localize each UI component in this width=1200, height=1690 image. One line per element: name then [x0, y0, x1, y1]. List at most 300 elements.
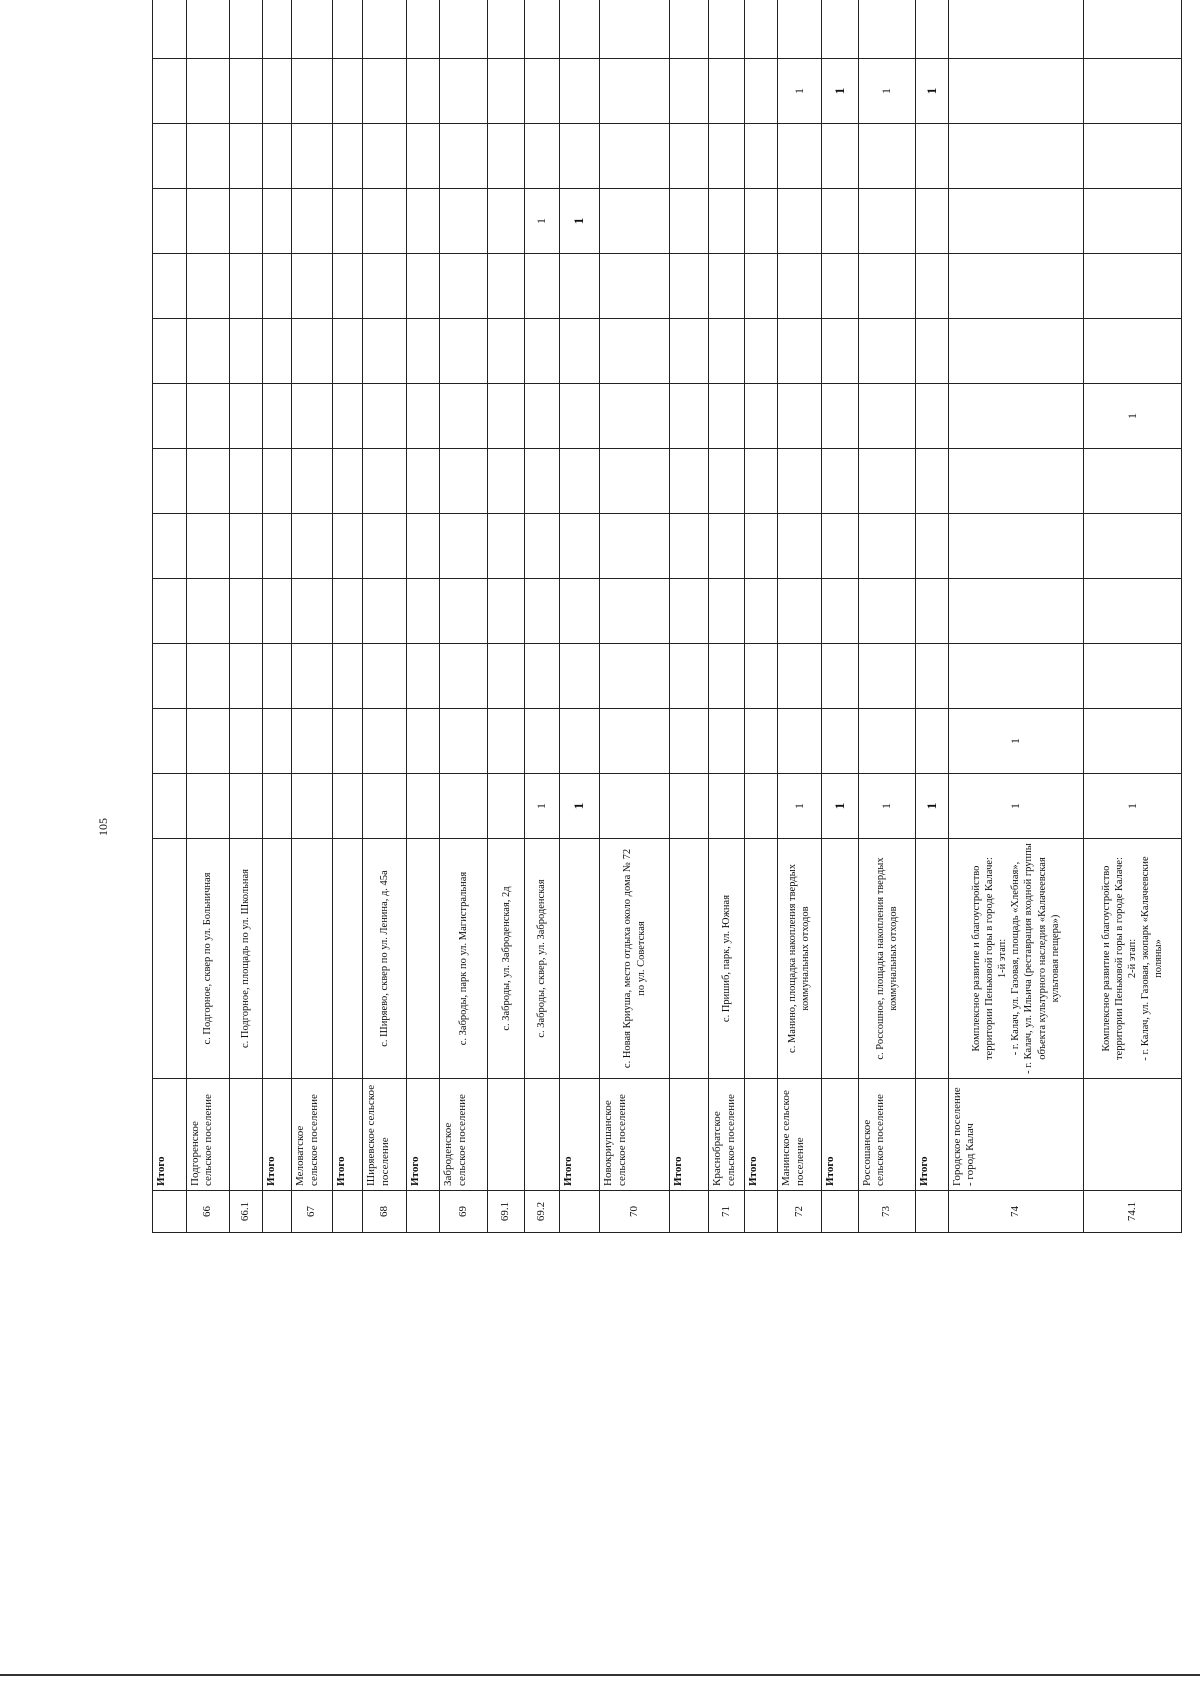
- value-cell: [153, 514, 187, 579]
- total-label-cell: Итого: [262, 1079, 291, 1191]
- table-row: [858, 0, 915, 1233]
- value-cell: [262, 0, 291, 59]
- value-cell: [670, 59, 709, 124]
- value-cell: [948, 124, 1084, 189]
- total-label-cell: Итого: [559, 1079, 599, 1191]
- value-cell: [525, 384, 560, 449]
- total-label-cell: Итого: [670, 1079, 709, 1191]
- value-cell: [262, 319, 291, 384]
- value-cell: [262, 644, 291, 709]
- value-cell: 1: [858, 774, 915, 839]
- value-cell: [488, 449, 525, 514]
- value-cell: [670, 579, 709, 644]
- value-cell: [821, 319, 858, 384]
- value-cell: [916, 514, 949, 579]
- value-cell: [858, 579, 915, 644]
- value-cell: [440, 254, 488, 319]
- object-cell: с. Подгорное, сквер по ул. Больничная: [186, 839, 229, 1079]
- value-cell: [488, 0, 525, 59]
- value-cell: [186, 319, 229, 384]
- value-cell: [670, 254, 709, 319]
- value-cell: [488, 774, 525, 839]
- value-cell: [821, 579, 858, 644]
- table-row: [488, 0, 525, 1233]
- value-cell: [525, 319, 560, 384]
- total-row: [821, 0, 858, 1233]
- value-cell: [916, 644, 949, 709]
- settlement-cell: Меловатское сельское поселение: [291, 1079, 332, 1191]
- value-cell: [291, 0, 332, 59]
- value-cell: 1: [948, 709, 1084, 774]
- value-cell: [1084, 0, 1182, 59]
- value-cell: [744, 644, 778, 709]
- settlement-cell: Новокриушанское сельское поселение: [599, 1079, 670, 1191]
- row-number-cell: [262, 1191, 291, 1233]
- value-cell: [778, 0, 821, 59]
- value-cell: [291, 254, 332, 319]
- value-cell: [525, 514, 560, 579]
- value-cell: [488, 189, 525, 254]
- value-cell: [599, 384, 670, 449]
- value-cell: [406, 124, 440, 189]
- object-cell: [559, 839, 599, 1079]
- value-cell: [858, 189, 915, 254]
- value-cell: [744, 709, 778, 774]
- value-cell: [333, 449, 363, 514]
- value-cell: [333, 514, 363, 579]
- value-cell: [488, 644, 525, 709]
- value-cell: [670, 774, 709, 839]
- value-cell: [744, 774, 778, 839]
- data-table: [152, 0, 1182, 1233]
- value-cell: [744, 384, 778, 449]
- value-cell: [916, 319, 949, 384]
- table-row: [230, 0, 263, 1233]
- value-cell: [948, 319, 1084, 384]
- value-cell: 1: [821, 774, 858, 839]
- total-label-cell: Итого: [406, 1079, 440, 1191]
- object-cell: [670, 839, 709, 1079]
- table-row: [709, 0, 744, 1233]
- value-cell: [821, 644, 858, 709]
- value-cell: [858, 384, 915, 449]
- total-row: [559, 0, 599, 1233]
- rotated-table-container: [152, 11, 1182, 1233]
- value-cell: [291, 124, 332, 189]
- value-cell: [406, 579, 440, 644]
- value-cell: [291, 449, 332, 514]
- value-cell: [778, 709, 821, 774]
- value-cell: 1: [916, 59, 949, 124]
- table-row: [291, 0, 332, 1233]
- value-cell: [291, 709, 332, 774]
- value-cell: [440, 644, 488, 709]
- value-cell: [262, 774, 291, 839]
- value-cell: [333, 579, 363, 644]
- row-number-cell: [406, 1191, 440, 1233]
- value-cell: [821, 124, 858, 189]
- object-cell: [291, 839, 332, 1079]
- value-cell: [363, 0, 406, 59]
- value-cell: [858, 449, 915, 514]
- value-cell: [406, 449, 440, 514]
- value-cell: [262, 124, 291, 189]
- value-cell: [230, 124, 263, 189]
- object-cell: с. Россошное, площадка накопления твердых коммунальных отходов: [858, 839, 915, 1079]
- value-cell: [916, 709, 949, 774]
- value-cell: [230, 319, 263, 384]
- value-cell: [599, 579, 670, 644]
- value-cell: [858, 254, 915, 319]
- value-cell: [262, 189, 291, 254]
- value-cell: [948, 449, 1084, 514]
- value-cell: [559, 579, 599, 644]
- value-cell: 1: [525, 774, 560, 839]
- table-row: [599, 0, 670, 1233]
- value-cell: [525, 254, 560, 319]
- value-cell: [262, 59, 291, 124]
- settlement-cell: [230, 1079, 263, 1191]
- value-cell: [559, 449, 599, 514]
- value-cell: [488, 319, 525, 384]
- value-cell: [230, 189, 263, 254]
- object-cell: Комплексное развитие и благоустройство территории Пеньковой горы в городе Калаче: 1-й этап: - г. Калач, ул. Газовая, площадь «Хлебная», - г. Калач, ул. Ильича (реставрация входной группы объекта культурного наследия «Калачеевская культовая пещера»): [948, 839, 1084, 1079]
- value-cell: [709, 644, 744, 709]
- value-cell: [599, 709, 670, 774]
- total-label-cell: Итого: [333, 1079, 363, 1191]
- value-cell: [230, 59, 263, 124]
- value-cell: [363, 124, 406, 189]
- value-cell: [525, 59, 560, 124]
- value-cell: [153, 449, 187, 514]
- value-cell: [153, 254, 187, 319]
- value-cell: [363, 709, 406, 774]
- settlement-cell: [488, 1079, 525, 1191]
- value-cell: [821, 254, 858, 319]
- value-cell: [709, 384, 744, 449]
- value-cell: [262, 449, 291, 514]
- row-number-cell: 69.1: [488, 1191, 525, 1233]
- value-cell: [363, 774, 406, 839]
- row-number-cell: [670, 1191, 709, 1233]
- row-number-cell: 68: [363, 1191, 406, 1233]
- value-cell: [333, 644, 363, 709]
- value-cell: [858, 319, 915, 384]
- value-cell: [333, 189, 363, 254]
- value-cell: [333, 0, 363, 59]
- object-cell: с. Новая Криуша, место отдыха около дома № 72 по ул. Советская: [599, 839, 670, 1079]
- table-row: [186, 0, 229, 1233]
- value-cell: [709, 254, 744, 319]
- value-cell: [858, 124, 915, 189]
- row-number-cell: 72: [778, 1191, 821, 1233]
- value-cell: [186, 644, 229, 709]
- value-cell: [406, 709, 440, 774]
- object-cell: [821, 839, 858, 1079]
- settlement-cell: Россошанское сельское поселение: [858, 1079, 915, 1191]
- value-cell: [1084, 254, 1182, 319]
- value-cell: [599, 449, 670, 514]
- value-cell: [670, 514, 709, 579]
- value-cell: [916, 0, 949, 59]
- value-cell: [333, 384, 363, 449]
- value-cell: [916, 384, 949, 449]
- value-cell: [670, 709, 709, 774]
- value-cell: [948, 254, 1084, 319]
- object-cell: с. Заброды, парк по ул. Магистральная: [440, 839, 488, 1079]
- value-cell: [186, 254, 229, 319]
- value-cell: [1084, 449, 1182, 514]
- row-number-cell: [559, 1191, 599, 1233]
- value-cell: [488, 384, 525, 449]
- total-row: [153, 0, 187, 1233]
- value-cell: [559, 124, 599, 189]
- value-cell: [778, 254, 821, 319]
- value-cell: [599, 59, 670, 124]
- total-label-cell: Итого: [153, 1079, 187, 1191]
- table-row: [778, 0, 821, 1233]
- total-row: [744, 0, 778, 1233]
- value-cell: [709, 514, 744, 579]
- value-cell: [186, 709, 229, 774]
- value-cell: [363, 449, 406, 514]
- value-cell: [916, 124, 949, 189]
- value-cell: [291, 319, 332, 384]
- value-cell: [230, 709, 263, 774]
- settlement-cell: Городское поселение - город Калач: [948, 1079, 1084, 1191]
- value-cell: [1084, 709, 1182, 774]
- value-cell: [230, 514, 263, 579]
- value-cell: [559, 384, 599, 449]
- value-cell: 1: [948, 774, 1084, 839]
- value-cell: [333, 774, 363, 839]
- value-cell: [821, 449, 858, 514]
- value-cell: [709, 774, 744, 839]
- value-cell: [363, 384, 406, 449]
- value-cell: [153, 644, 187, 709]
- value-cell: [744, 319, 778, 384]
- value-cell: [440, 319, 488, 384]
- row-number-cell: [744, 1191, 778, 1233]
- value-cell: [744, 579, 778, 644]
- value-cell: 1: [1084, 774, 1182, 839]
- value-cell: [778, 449, 821, 514]
- total-row: [262, 0, 291, 1233]
- value-cell: 1: [821, 59, 858, 124]
- value-cell: [559, 254, 599, 319]
- value-cell: [153, 384, 187, 449]
- value-cell: 1: [916, 774, 949, 839]
- total-label-cell: Итого: [916, 1079, 949, 1191]
- value-cell: [230, 579, 263, 644]
- value-cell: [230, 0, 263, 59]
- value-cell: [363, 644, 406, 709]
- value-cell: [599, 189, 670, 254]
- value-cell: [709, 59, 744, 124]
- value-cell: [363, 319, 406, 384]
- value-cell: [744, 124, 778, 189]
- object-cell: [744, 839, 778, 1079]
- value-cell: [948, 644, 1084, 709]
- value-cell: [948, 579, 1084, 644]
- total-row: [333, 0, 363, 1233]
- row-number-cell: [153, 1191, 187, 1233]
- value-cell: [440, 59, 488, 124]
- value-cell: [778, 319, 821, 384]
- value-cell: [230, 774, 263, 839]
- value-cell: [948, 514, 1084, 579]
- value-cell: 1: [858, 59, 915, 124]
- value-cell: [1084, 644, 1182, 709]
- value-cell: [821, 709, 858, 774]
- page-number: 105: [96, 818, 110, 836]
- value-cell: [709, 449, 744, 514]
- table-row: [948, 0, 1084, 1233]
- value-cell: [559, 644, 599, 709]
- total-row: [406, 0, 440, 1233]
- value-cell: [291, 644, 332, 709]
- row-number-cell: 69: [440, 1191, 488, 1233]
- value-cell: [599, 774, 670, 839]
- value-cell: [821, 384, 858, 449]
- value-cell: [153, 319, 187, 384]
- value-cell: [186, 579, 229, 644]
- value-cell: [406, 644, 440, 709]
- value-cell: [744, 0, 778, 59]
- value-cell: [1084, 59, 1182, 124]
- value-cell: 1: [1084, 384, 1182, 449]
- value-cell: [916, 254, 949, 319]
- value-cell: [488, 59, 525, 124]
- value-cell: [186, 59, 229, 124]
- object-cell: с. Подгорное, площадь по ул. Школьная: [230, 839, 263, 1079]
- value-cell: [440, 774, 488, 839]
- value-cell: [670, 384, 709, 449]
- settlement-cell: Краснобратское сельское поселение: [709, 1079, 744, 1191]
- value-cell: [153, 579, 187, 644]
- value-cell: [744, 59, 778, 124]
- row-number-cell: 67: [291, 1191, 332, 1233]
- value-cell: [858, 709, 915, 774]
- value-cell: [333, 59, 363, 124]
- value-cell: [186, 189, 229, 254]
- value-cell: 1: [778, 59, 821, 124]
- value-cell: [670, 189, 709, 254]
- value-cell: [670, 0, 709, 59]
- value-cell: [525, 644, 560, 709]
- settlement-cell: Заброденское сельское поселение: [440, 1079, 488, 1191]
- value-cell: [262, 384, 291, 449]
- value-cell: [363, 59, 406, 124]
- value-cell: [709, 0, 744, 59]
- value-cell: [230, 384, 263, 449]
- settlement-cell: Манинское сельское поселение: [778, 1079, 821, 1191]
- row-number-cell: 66.1: [230, 1191, 263, 1233]
- total-row: [670, 0, 709, 1233]
- value-cell: [858, 644, 915, 709]
- value-cell: [406, 384, 440, 449]
- value-cell: [333, 709, 363, 774]
- value-cell: [186, 449, 229, 514]
- value-cell: [948, 0, 1084, 59]
- value-cell: [406, 189, 440, 254]
- value-cell: [262, 514, 291, 579]
- value-cell: [744, 189, 778, 254]
- table-row: [525, 0, 560, 1233]
- value-cell: [778, 579, 821, 644]
- value-cell: [488, 514, 525, 579]
- value-cell: [744, 514, 778, 579]
- value-cell: [186, 774, 229, 839]
- value-cell: [440, 579, 488, 644]
- value-cell: [440, 514, 488, 579]
- value-cell: [488, 579, 525, 644]
- value-cell: [406, 254, 440, 319]
- table-row: [440, 0, 488, 1233]
- object-cell: [916, 839, 949, 1079]
- value-cell: [440, 709, 488, 774]
- value-cell: [262, 709, 291, 774]
- object-cell: [153, 839, 187, 1079]
- value-cell: [778, 384, 821, 449]
- value-cell: [599, 124, 670, 189]
- value-cell: [186, 0, 229, 59]
- value-cell: [333, 319, 363, 384]
- value-cell: [153, 124, 187, 189]
- value-cell: [291, 774, 332, 839]
- value-cell: [670, 644, 709, 709]
- value-cell: [525, 124, 560, 189]
- value-cell: [948, 59, 1084, 124]
- value-cell: [778, 189, 821, 254]
- value-cell: [599, 0, 670, 59]
- value-cell: [670, 449, 709, 514]
- row-number-cell: 70: [599, 1191, 670, 1233]
- settlement-cell: Подгоренское сельское поселение: [186, 1079, 229, 1191]
- total-label-cell: Итого: [744, 1079, 778, 1191]
- value-cell: [709, 709, 744, 774]
- value-cell: [559, 319, 599, 384]
- object-cell: с. Манино, площадка накопления твердых коммунальных отходов: [778, 839, 821, 1079]
- value-cell: [440, 0, 488, 59]
- value-cell: [488, 124, 525, 189]
- value-cell: 1: [559, 189, 599, 254]
- value-cell: [916, 579, 949, 644]
- value-cell: [778, 644, 821, 709]
- value-cell: [333, 254, 363, 319]
- object-cell: [262, 839, 291, 1079]
- value-cell: [153, 709, 187, 774]
- value-cell: 1: [778, 774, 821, 839]
- value-cell: [599, 254, 670, 319]
- data-table-frame: [152, 11, 1182, 1233]
- value-cell: 1: [559, 774, 599, 839]
- value-cell: [821, 0, 858, 59]
- value-cell: [440, 449, 488, 514]
- value-cell: [153, 59, 187, 124]
- value-cell: [709, 579, 744, 644]
- value-cell: [559, 0, 599, 59]
- value-cell: [333, 124, 363, 189]
- value-cell: [525, 579, 560, 644]
- settlement-cell: [1084, 1079, 1182, 1191]
- value-cell: [488, 254, 525, 319]
- value-cell: [262, 579, 291, 644]
- row-number-cell: [333, 1191, 363, 1233]
- value-cell: [858, 0, 915, 59]
- value-cell: [1084, 189, 1182, 254]
- row-number-cell: 66: [186, 1191, 229, 1233]
